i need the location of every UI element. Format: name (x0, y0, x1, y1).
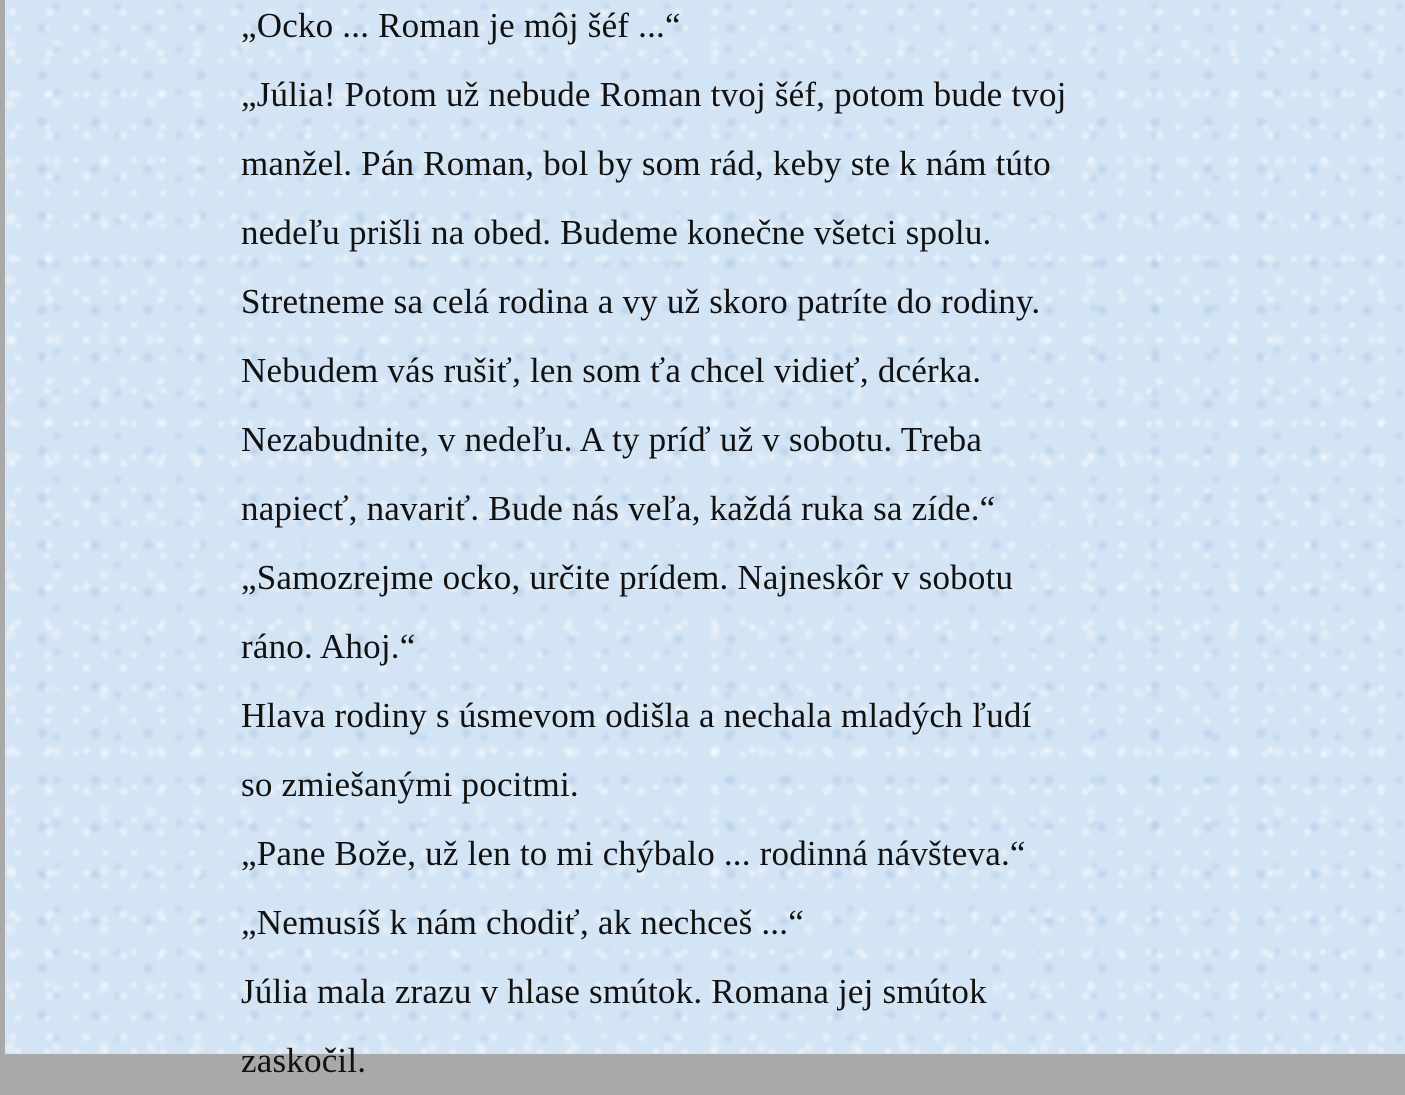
text-line: Júlia mala zrazu v hlase smútok. Romana jej smútok (241, 972, 987, 1011)
document-body (241, 0, 1301, 1095)
text-line: nedeľu prišli na obed. Budeme konečne všetci spolu. (241, 213, 992, 252)
text-line: so zmiešanými pocitmi. (241, 765, 579, 804)
document-page (5, 0, 1405, 1080)
text-line: Stretneme sa celá rodina a vy už skoro patríte do rodiny. (241, 282, 1041, 321)
text-line: „Pane Bože, už len to mi chýbalo ... rodinná návšteva.“ (241, 834, 1026, 873)
text-line: napiecť, navariť. Bude nás veľa, každá ruka sa zíde.“ (241, 489, 996, 528)
text-line: „Nemusíš k nám chodiť, ak nechceš ...“ (241, 903, 804, 942)
text-line: manžel. Pán Roman, bol by som rád, keby ste k nám túto (241, 144, 1051, 183)
text-line: ráno. Ahoj.“ (241, 627, 416, 666)
text-line: Hlava rodiny s úsmevom odišla a nechala mladých ľudí (241, 696, 1032, 735)
text-line: zaskočil. (241, 1041, 367, 1080)
text-line: „Ocko ... Roman je môj šéf ...“ (241, 6, 681, 45)
text-line: Nebudem vás rušiť, len som ťa chcel vidieť, dcérka. (241, 351, 982, 390)
text-line: „Samozrejme ocko, určite prídem. Najneskôr v sobotu (241, 558, 1014, 597)
text-line: Nezabudnite, v nedeľu. A ty príď už v sobotu. Treba (241, 420, 983, 459)
text-line: „Júlia! Potom už nebude Roman tvoj šéf, potom bude tvoj (241, 75, 1067, 114)
